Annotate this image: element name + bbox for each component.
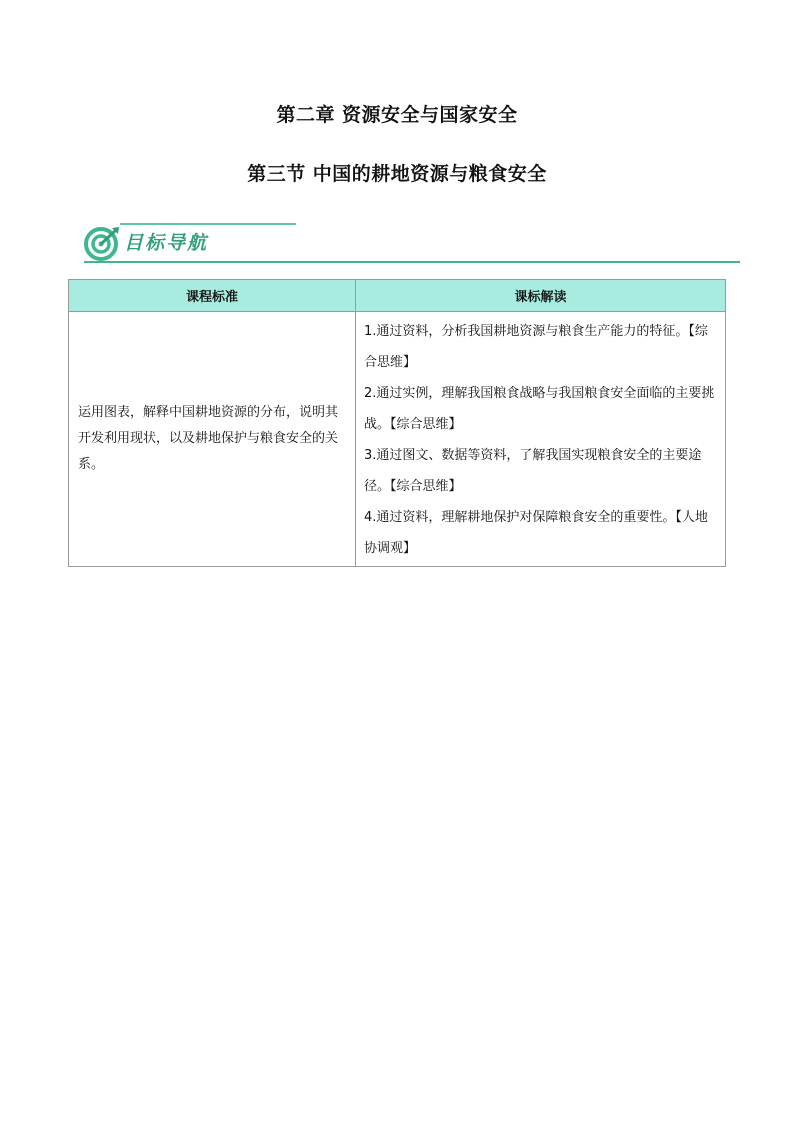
section-title: 第三节 中国的耕地资源与粮食安全 <box>247 163 547 185</box>
table-header-row <box>69 280 726 312</box>
chapter-title: 第二章 资源安全与国家安全 <box>276 104 518 126</box>
curriculum-standard-text: 运用图表，解释中国耕地资源的分布，说明其开发利用现状，以及耕地保护与粮食安全的关系。 <box>78 405 339 472</box>
interpretation-item: 1.通过资料，分析我国耕地资源与粮食生产能力的特征。【综合思维】 <box>364 324 708 370</box>
banner-bottom-line <box>84 261 740 263</box>
banner-top-line <box>120 223 296 225</box>
curriculum-table <box>68 279 726 567</box>
goal-navigation-banner <box>84 220 740 266</box>
interpretation-item: 4.通过资料，理解耕地保护对保障粮食安全的重要性。【人地协调观】 <box>364 510 708 556</box>
interpretation-cell <box>356 312 726 567</box>
header-curriculum-standard: 课程标准 <box>69 280 356 312</box>
banner-label: 目标导航 <box>124 232 209 254</box>
interpretation-item: 2.通过实例，理解我国粮食战略与我国粮食安全面临的主要挑战。【综合思维】 <box>364 386 715 432</box>
interpretation-item: 3.通过图文、数据等资料，了解我国实现粮食安全的主要途径。【综合思维】 <box>364 448 702 494</box>
header-standard-interpretation: 课标解读 <box>356 280 726 312</box>
table-row <box>69 312 726 567</box>
target-icon <box>84 225 120 261</box>
curriculum-standard-cell <box>69 312 356 567</box>
